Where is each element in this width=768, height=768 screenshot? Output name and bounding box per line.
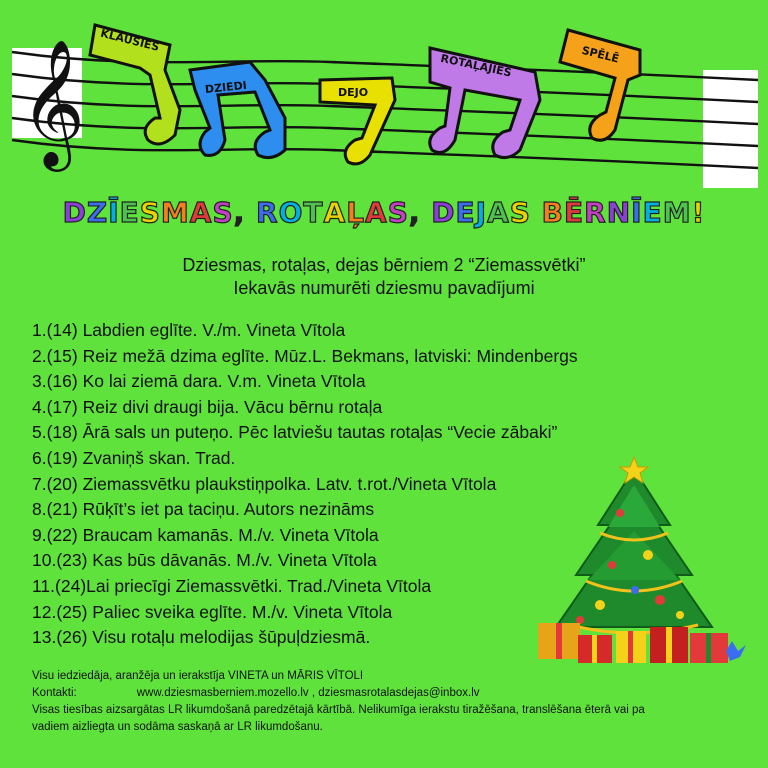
title-letter: R	[584, 196, 607, 229]
track-item: 7.(20) Ziemassvētku plaukstiņpolka. Latv. t.rot./Vineta Vītola	[32, 473, 497, 494]
title-letter: Z	[86, 196, 109, 229]
title-letter: T	[303, 196, 324, 229]
note-purple-icon	[430, 48, 540, 158]
note-blue-icon	[190, 62, 285, 158]
track-item: 11.(24)Lai priecīgi Ziemassvētki. Trad./Vineta Vītola	[32, 575, 432, 596]
word-dziedi: DZIEDI	[204, 78, 248, 97]
title-letter: M	[662, 196, 692, 229]
title-letter: S	[212, 196, 234, 229]
contacts-value: www.dziesmasberniem.mozello.lv , dziesmasrotalasdejas@inbox.lv	[136, 687, 480, 699]
track-item: 10.(23) Kas būs dāvanās. M./v. Vineta Vītola	[32, 550, 377, 571]
staff-right-block	[703, 70, 758, 188]
title-letter	[531, 196, 542, 229]
title-letter: S	[509, 196, 531, 229]
rights-line-1: Visas tiesības aizsargātas LR likumdošanā paredzētajā kārtībā. Nelikumīga ierakstu tiražēšana, translēšana ēterā vai pa	[32, 704, 645, 716]
track-item: 12.(25) Paliec sveika eglīte. M./v. Vineta Vītola	[32, 601, 393, 622]
title-letter: Ī	[108, 196, 120, 229]
track-item: 1.(14) Labdien eglīte. V./m. Vineta Vītola	[32, 320, 346, 340]
word-spele: SPĒLĒ	[580, 43, 621, 66]
treble-clef-icon: 𝄞	[20, 38, 86, 166]
contacts	[32, 685, 747, 702]
title-letter: D	[431, 196, 456, 229]
word-dejo: DEJO	[338, 86, 369, 99]
track-item: 3.(16) Ko lai ziemā dara. V.m. Vineta Vītola	[32, 371, 366, 392]
title-letter: S	[387, 196, 409, 229]
title-letter: S	[139, 196, 161, 229]
credits: Visu iedziedāja, aranžēja un ierakstīja VINETA un MĀRIS VĪTOLI	[32, 670, 364, 682]
note-orange-icon	[560, 30, 640, 140]
track-item: 2.(15) Reiz mežā dzima eglīte. Mūz.L. Bekmans, latviski: Mindenbergs	[32, 345, 578, 366]
contacts-label: Kontakti:	[32, 687, 77, 699]
title-letter: D	[62, 196, 87, 229]
footer	[32, 668, 747, 736]
title-letter: Ļ	[346, 196, 366, 229]
title-letter: ,	[408, 196, 421, 229]
christmas-tree-icon	[520, 455, 748, 670]
accompaniment-note: Iekavās numurēti dziesmu pavadījumi	[233, 278, 535, 298]
track-item: 9.(22) Braucam kamanās. M./v. Vineta Vītola	[32, 524, 379, 545]
title-letter: M	[160, 196, 190, 229]
title-letter: E	[455, 196, 476, 229]
title-letter: !	[691, 196, 706, 229]
title-letter: E	[119, 196, 140, 229]
title-letter: A	[487, 196, 510, 229]
album-name: Dziesmas, rotaļas, dejas bērniem 2 “Ziemassvētki”	[182, 255, 586, 275]
title-letter: Ē	[564, 196, 585, 229]
title-letter	[245, 196, 256, 229]
title-letter: R	[256, 196, 279, 229]
title-letter: A	[323, 196, 347, 229]
track-item: 6.(19) Zvaniņš skan. Trad.	[32, 447, 236, 468]
title-letter: E	[642, 196, 663, 229]
title-letter: N	[606, 196, 632, 229]
title-letter	[421, 196, 432, 229]
title-letter: ,	[233, 196, 246, 229]
track-item: 13.(26) Visu rotaļu melodijas šūpuļdziesmā.	[32, 627, 371, 648]
word-klausies: KLAUSIES	[99, 26, 161, 54]
track-item: 5.(18) Ārā sals un puteņo. Pēc latviešu tautas rotaļas “Vecie zābaki”	[32, 422, 558, 443]
title-letter: A	[365, 196, 388, 229]
album-subtitle	[0, 254, 768, 300]
title-letter: Ī	[631, 196, 643, 229]
word-rotalajies: ROTAĻĀJIES	[439, 51, 513, 80]
track-item: 8.(21) Rūķīt’s iet pa taciņu. Autors nezināms	[32, 499, 375, 520]
title-letter: A	[189, 196, 213, 229]
title-letter: J	[475, 196, 488, 229]
music-notes-banner	[0, 0, 768, 200]
rights-line-2: vadiem aizliegta un sodāma saskaņā ar LR likumdošanu.	[32, 721, 323, 733]
title-letter: O	[278, 196, 304, 229]
track-item: 4.(17) Reiz divi draugi bija. Vācu bērnu rotaļa	[32, 396, 383, 417]
title-letter: B	[541, 196, 565, 229]
page-title	[0, 196, 768, 229]
